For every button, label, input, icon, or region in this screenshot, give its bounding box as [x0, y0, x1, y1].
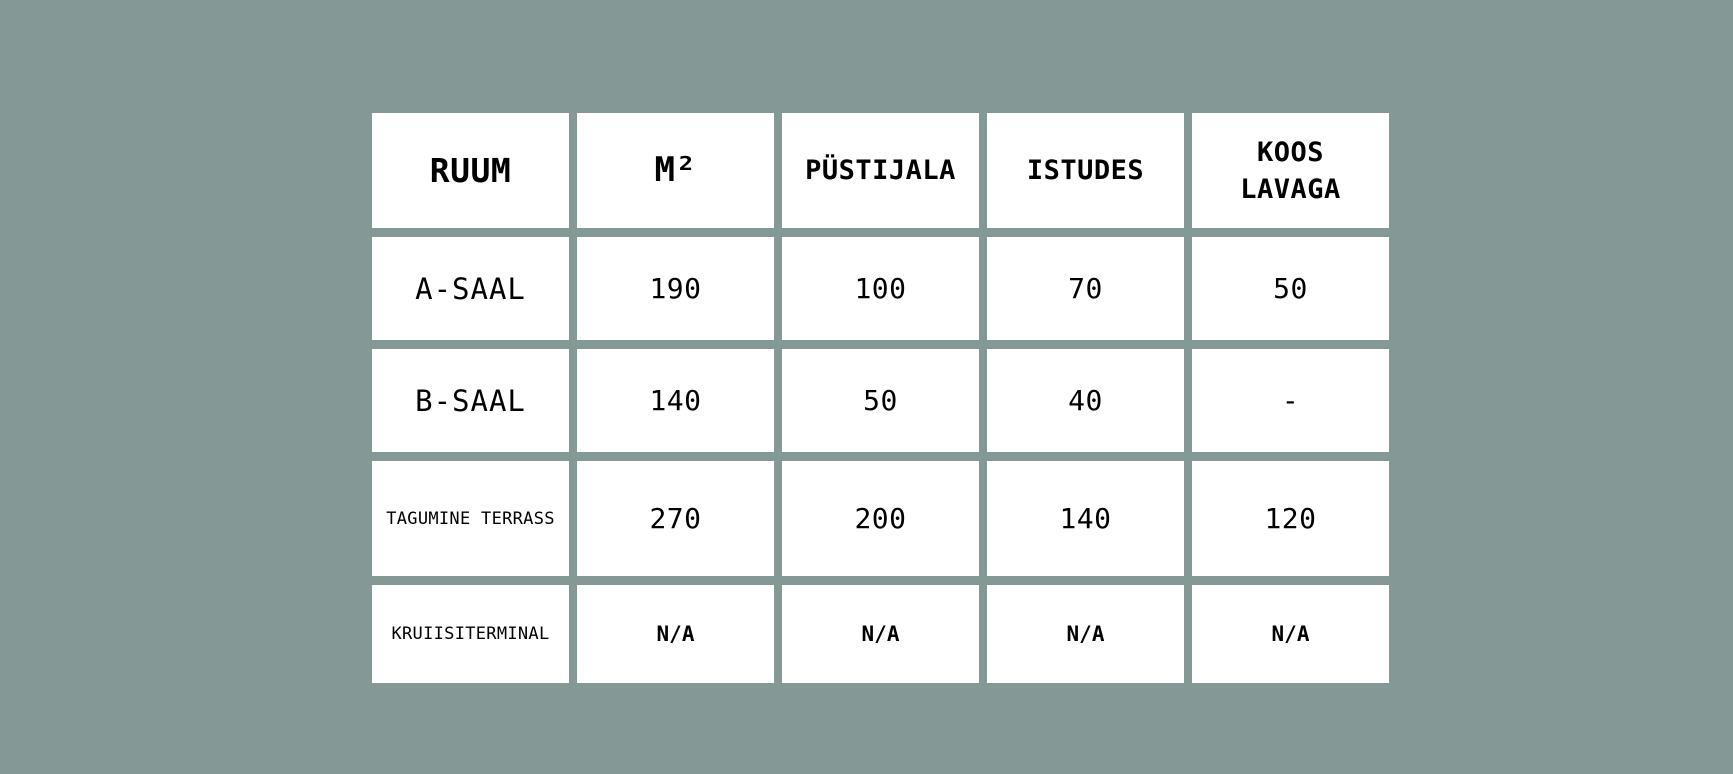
header-label-room: RUUM — [429, 151, 512, 190]
table-cell — [1192, 585, 1389, 683]
header-cell-seated — [987, 113, 1184, 228]
standing-value: N/A — [861, 622, 900, 646]
table-cell — [1192, 461, 1389, 576]
header-label-seated: ISTUDES — [1026, 155, 1145, 186]
with-stage-value: N/A — [1271, 622, 1310, 646]
header-label-standing: PÜSTIJALA — [805, 155, 956, 186]
area-value: N/A — [656, 622, 695, 646]
room-name: A-SAAL — [415, 271, 526, 306]
area-value: 190 — [649, 272, 702, 305]
table-cell — [782, 237, 979, 340]
capacity-table — [372, 113, 1389, 683]
seated-value: 70 — [1068, 272, 1103, 305]
table-cell — [987, 349, 1184, 452]
room-name-cell — [372, 237, 569, 340]
room-name: TAGUMINE TERRASS — [386, 508, 555, 529]
seated-value: 40 — [1068, 384, 1103, 417]
area-value: 140 — [649, 384, 702, 417]
table-cell — [782, 585, 979, 683]
with-stage-value: 120 — [1264, 502, 1317, 535]
room-name-cell — [372, 585, 569, 683]
standing-value: 50 — [863, 384, 898, 417]
header-cell-room — [372, 113, 569, 228]
table-cell — [577, 585, 774, 683]
table-cell — [987, 585, 1184, 683]
header-cell-with-stage — [1192, 113, 1389, 228]
room-name: KRUIISITERMINAL — [391, 624, 550, 644]
table-cell — [987, 461, 1184, 576]
table-cell — [577, 237, 774, 340]
header-label-with-stage: KOOS LAVAGA — [1240, 136, 1341, 205]
header-cell-area — [577, 113, 774, 228]
standing-value: 200 — [854, 502, 907, 535]
with-stage-value: 50 — [1273, 272, 1308, 305]
seated-value: N/A — [1066, 622, 1105, 646]
room-name: B-SAAL — [415, 383, 526, 418]
standing-value: 100 — [854, 272, 907, 305]
table-cell — [577, 349, 774, 452]
table-cell — [782, 349, 979, 452]
area-value: 270 — [649, 502, 702, 535]
header-label-area: M² — [654, 150, 697, 190]
table-cell — [987, 237, 1184, 340]
table-cell — [577, 461, 774, 576]
with-stage-value: - — [1281, 384, 1300, 417]
table-cell — [782, 461, 979, 576]
table-cell — [1192, 237, 1389, 340]
header-cell-standing — [782, 113, 979, 228]
table-cell — [1192, 349, 1389, 452]
room-name-cell — [372, 461, 569, 576]
seated-value: 140 — [1059, 502, 1112, 535]
room-name-cell — [372, 349, 569, 452]
